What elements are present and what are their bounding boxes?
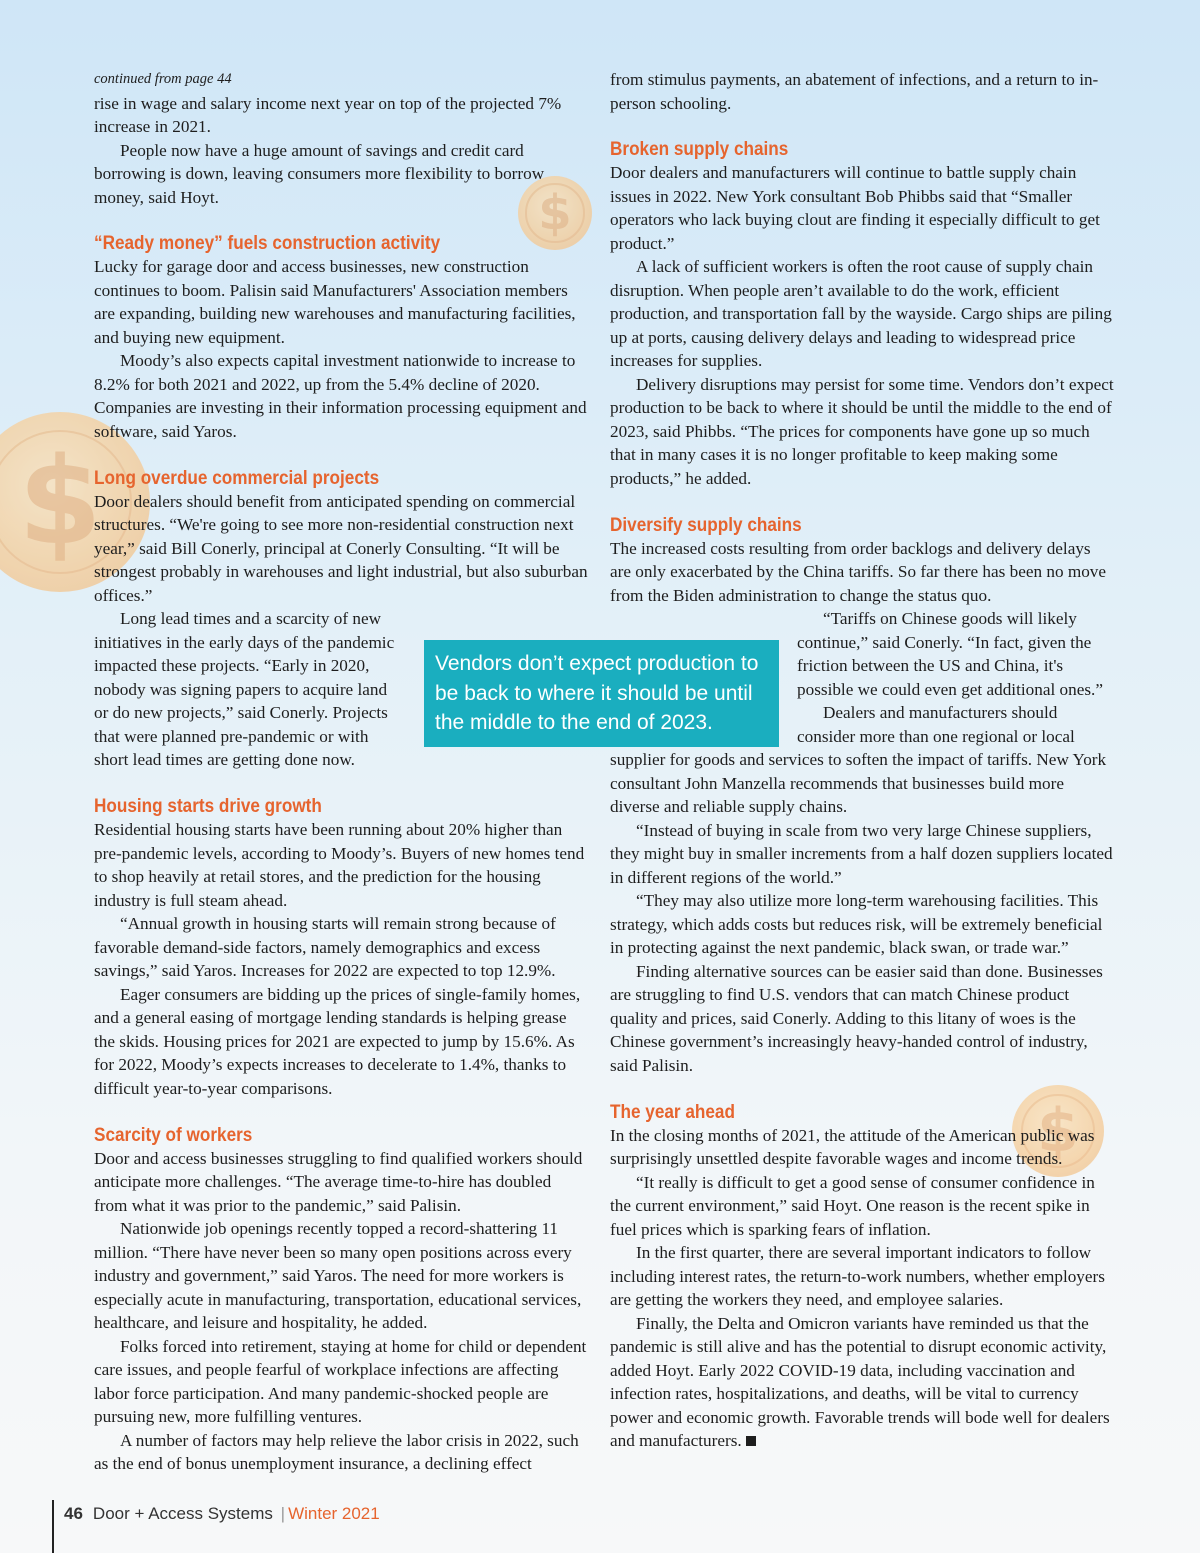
paragraph: “They may also utilize more long-term warehousing facilities. This strategy, which adds costs but reduces risk, will be extremely beneficial in protecting against the next pandemic, black swan, or trade war.” (610, 891, 1103, 957)
dollar-coin-icon: $ (1012, 1085, 1104, 1177)
paragraph: Eager consumers are bidding up the prices of single-family homes, and a general easing of mortgage lending standards is helping grease the skids. Housing prices for 2021 are expected to jump by 15.6%. As for 2022, Moody’s expects increases to decelerate to 1.4%, thanks to difficult year-to-year comparisons. (94, 984, 581, 1098)
paragraph: Dealers and manufacturers should consider more than one regional or local supplier for goods and services to soften the impact of tariffs. New York consultant John Manzella recommends that businesses build more diverse and reliable supply chains. (610, 703, 1107, 816)
right-column (610, 68, 1115, 1453)
section-heading-year-ahead: The year ahead (610, 1100, 735, 1123)
paragraph: A lack of sufficient workers is often the root cause of supply chain disruption. When people aren’t available to do the work, efficient production, and transportation fall by the wayside. Cargo ships are piling up at ports, causing delivery delays and leading to widespread price increases for supplies. (610, 257, 1112, 370)
paragraph: Door and access businesses struggling to find qualified workers should anticipate more challenges. “The average time-to-hire has doubled from what it was prior to the pandemic,” said Palisin. (94, 1148, 583, 1215)
paragraph: Lucky for garage door and access businesses, new construction continues to boom. Palisin said Manufacturers' Association members are expanding, building new warehouses and manufacturing facilities, and buying new equipment. (94, 257, 576, 347)
publication-name: Door + Access Systems (92, 1504, 273, 1523)
paragraph: “Tariffs on Chinese goods will likely continue,” said Conerly. “In fact, given the friction between the US and China, it's possible we could even get additional ones.” (797, 609, 1103, 699)
end-mark-icon (746, 1436, 756, 1446)
paragraph: The increased costs resulting from order backlogs and delivery delays are only exacerbated by the China tariffs. So far there has been no move from the Biden administration to change the status quo. (610, 538, 1107, 605)
paragraph: rise in wage and salary income next year on top of the projected 7% increase in 2021. (94, 93, 562, 136)
dollar-coin-icon: $ (0, 412, 150, 592)
paragraph: from stimulus payments, an abatement of infections, and a return to in-person schooling. (610, 70, 1099, 113)
section-heading-diversify-supply-chains: Diversify supply chains (610, 513, 802, 536)
wrapped-text (797, 607, 1115, 701)
dollar-coin-icon: $ (518, 176, 592, 250)
section-heading-broken-supply-chains: Broken supply chains (610, 138, 789, 160)
section-heading-housing-starts: Housing starts drive growth (94, 795, 322, 817)
paragraph: People now have a huge amount of savings and credit card borrowing is down, leaving consumers more flexibility to borrow money, said Hoyt. (94, 140, 545, 207)
paragraph: In the closing months of 2021, the attitude of the American public was surprisingly unsettled despite favorable wages and income trends. (610, 1125, 1095, 1168)
footer-separator: | (280, 1504, 286, 1523)
paragraph: Folks forced into retirement, staying at home for child or dependent care issues, and people fearful of workplace infections are affecting labor force participation. And many pandemic-shocked people are pursuing new, more fulfilling ventures. (94, 1336, 587, 1426)
pull-quote: Vendors don’t expect production to be back to where it should be until the middle to the end of 2023. (424, 640, 779, 747)
paragraph: Nationwide job openings recently topped a record-shattering 11 million. “There have never been so many open positions across every industry and government,” said Yaros. The need for more workers is especially acute in manufacturing, transportation, educational services, healthcare, and leisure and hospitality, he added. (94, 1219, 582, 1332)
continued-note: continued from page 44 (94, 71, 232, 87)
paragraph-final (610, 1312, 1115, 1453)
page-footer (0, 1500, 1200, 1553)
footer-rule (52, 1500, 54, 1553)
paragraph: Moody’s also expects capital investment nationwide to increase to 8.2% for both 2021 and 2022, up from the 5.4% decline of 2020. Companies are investing in their information processing equipment and software, said Yaros. (94, 351, 587, 441)
paragraph: A number of factors may help relieve the labor crisis in 2022, such as the end of bonus unemployment insurance, a declining effect (94, 1430, 579, 1473)
left-column (94, 68, 588, 1476)
paragraph: Long lead times and a scarcity of new initiatives in the early days of the pandemic impacted these projects. “Early in 2020, nobody was signing papers to acquire land or do new projects,” said Conerly. Projects that were planned pre-pandemic or with short lead times are getting done now. (94, 609, 395, 769)
paragraph: Delivery disruptions may persist for some time. Vendors don’t expect production to be back to where it should be until the middle to the end of 2023, said Phibbs. “The prices for components have gone up so much that in many cases it is no longer profitable to keep making some products,” he added. (610, 374, 1114, 488)
paragraph-final-text: Finally, the Delta and Omicron variants have reminded us that the pandemic is still alive and has the potential to disrupt economic activity, added Hoyt. Early 2022 COVID-19 data, including vaccination and infection rates, hospitalizations, and deaths, will be vital to currency power and economic growth. Favorable trends will bode well for dealers and manufacturers. (610, 1313, 1110, 1450)
section-heading-ready-money: “Ready money” fuels construction activity (94, 232, 441, 254)
paragraph: In the first quarter, there are several important indicators to follow including interest rates, the return-to-work numbers, whether employers are getting the workers they need, and employee salaries. (610, 1243, 1105, 1309)
paragraph: “Instead of buying in scale from two very large Chinese suppliers, they might buy in smaller increments from a half dozen suppliers located in different regions of the world.” (610, 820, 1113, 887)
section-heading-scarcity-of-workers: Scarcity of workers (94, 1123, 253, 1146)
paragraph: “Annual growth in housing starts will remain strong because of favorable demand-side factors, namely demographics and excess savings,” said Yaros. Increases for 2022 are expected to top 12.9%. (94, 914, 556, 980)
issue-season: Winter 2021 (288, 1504, 380, 1523)
paragraph: Door dealers should benefit from anticipated spending on commercial structures. “We're going to see more non-residential construction next year,” said Bill Conerly, principal at Conerly Consulting. “It will be strongest probably in warehouses and light industrial, but also suburban offices.” (94, 491, 588, 605)
footer-text (64, 1504, 380, 1524)
paragraph: Door dealers and manufacturers will continue to battle supply chain issues in 2022. New York consultant Bob Phibbs said that “Smaller operators who lack buying clout are finding it especially difficult to get product.” (610, 163, 1100, 253)
page-number: 46 (64, 1504, 83, 1523)
section-heading-commercial-projects: Long overdue commercial projects (94, 466, 380, 489)
paragraph: Finding alternative sources can be easier said than done. Businesses are struggling to find U.S. vendors that can match Chinese product quality and prices, said Conerly. Adding to this litany of woes is the Chinese government’s increasingly heavy-handed control of industry, said Palisin. (610, 961, 1103, 1075)
paragraph: Residential housing starts have been running about 20% higher than pre-pandemic levels, according to Moody’s. Buyers of new homes tend to shop heavily at retail stores, and the prediction for the housing industry is full steam ahead. (94, 820, 585, 910)
paragraph: “It really is difficult to get a good sense of consumer confidence in the current environment,” said Hoyt. One reason is the recent spike in fuel prices which is sparking fears of inflation. (610, 1172, 1095, 1239)
